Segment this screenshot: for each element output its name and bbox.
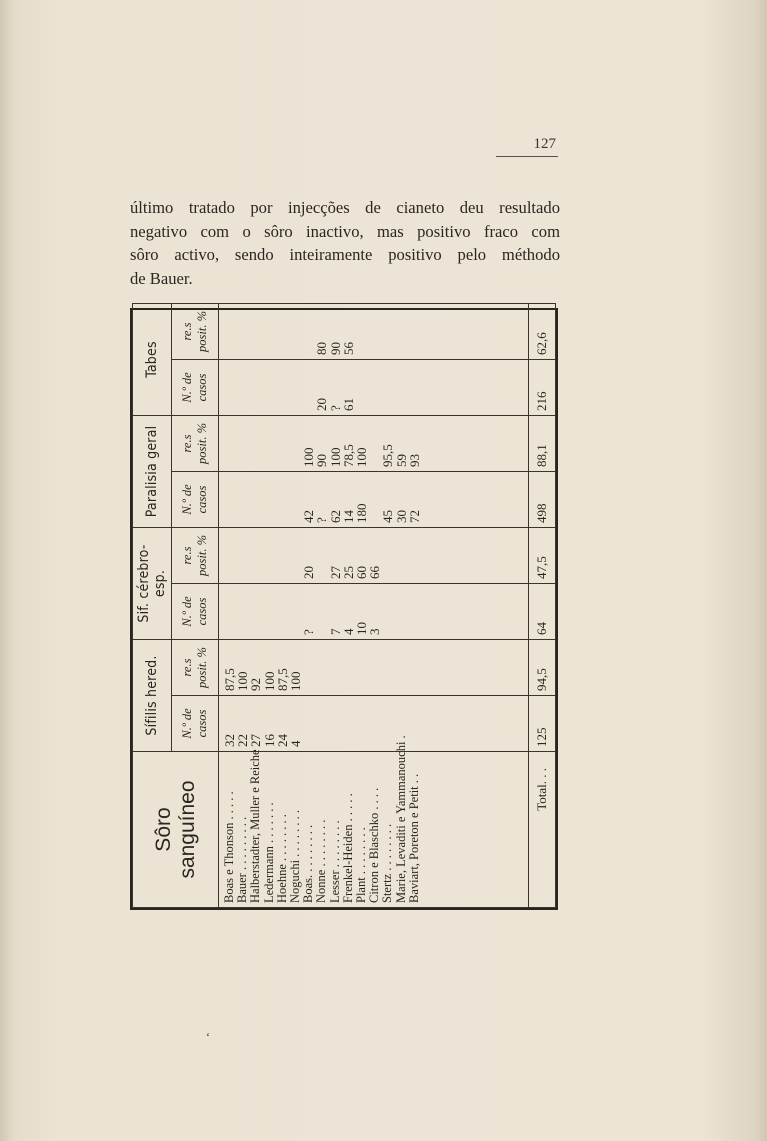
subheader-positive-pct: re.s posit. % xyxy=(172,415,219,471)
hereditary-pct: 87,5 100 92 100 87,5 100 xyxy=(219,640,529,696)
subheader-cases: N.º de casos xyxy=(172,584,219,640)
subheader-positive-pct: re.s posit. % xyxy=(172,527,219,583)
cerebro-spinal-cases: ? 7 4 10 3 xyxy=(219,584,529,640)
body-paragraph xyxy=(130,196,560,290)
tabes-pct: 80 90 56 xyxy=(219,303,529,359)
group-header-cerebro-spinal: Sif. cérebro-esp. xyxy=(133,527,172,639)
general-paralysis-pct: 100 90 100 78,5 100 95,5 59 93 xyxy=(219,415,529,471)
group-header-hereditary: Sífilis hered. xyxy=(133,640,172,752)
paragraph-line: último tratado por injecções de cianeto deu resultado xyxy=(130,198,560,217)
total-value: 88,1 xyxy=(529,415,556,471)
total-value: 216 xyxy=(529,359,556,415)
total-value: 64 xyxy=(529,584,556,640)
paragraph-line: sôro activo, sendo inteiramente positivo pelo méthodo xyxy=(130,245,560,265)
paragraph-line: de Bauer. xyxy=(130,268,193,288)
page-number-rule xyxy=(496,156,558,157)
group-header-general-paralysis: Paralisia geral xyxy=(133,415,172,527)
page-number: 127 xyxy=(533,136,556,152)
subheader-positive-pct: re.s posit. % xyxy=(172,303,219,359)
total-value: 498 xyxy=(529,471,556,527)
total-value: 47,5 xyxy=(529,527,556,583)
total-value: 94,5 xyxy=(529,640,556,696)
total-value: 125 xyxy=(529,696,556,752)
tabes-cases: 20 ? 61 xyxy=(219,359,529,415)
total-value: 62,6 xyxy=(529,303,556,359)
stray-ink-mark: ʻ xyxy=(206,1030,210,1044)
subheader-positive-pct: re.s posit. % xyxy=(172,640,219,696)
serum-header: Sôro sanguíneo xyxy=(133,752,219,908)
group-header-tabes: Tabes xyxy=(133,303,172,415)
wassermann-table xyxy=(130,308,558,910)
total-label: Total. . . xyxy=(529,752,556,908)
general-paralysis-cases: 42 ? 62 14 180 45 30 72 xyxy=(219,471,529,527)
cerebro-spinal-pct: 20 27 25 60 66 xyxy=(219,527,529,583)
paragraph-line: negativo com o sôro inactivo, mas positivo fraco com xyxy=(130,221,560,241)
author-list: Boas e Thonson . . . . . Bauer . . . . . . . . . Halberstadter, Muller e Reiche Ledermann . . . . . . . Hoehne . . . . . . . . Noguchi . . . . . . . . Boas. . . . . . . . . Nonne . . . . . . . . Lesser . . . . . . . . Frenkel-Heiden . . . . . Plant . . . . . . . . Citron e Blaschko . . . . Stertz . . . . . . . . Marie, Levaditi e Yammanouchi . Baviart, Poreton e Petit . . xyxy=(219,752,529,908)
hereditary-cases: 32 22 27 16 24 4 xyxy=(219,696,529,752)
subheader-cases: N.º de casos xyxy=(172,696,219,752)
subheader-cases: N.º de casos xyxy=(172,359,219,415)
subheader-cases: N.º de casos xyxy=(172,471,219,527)
